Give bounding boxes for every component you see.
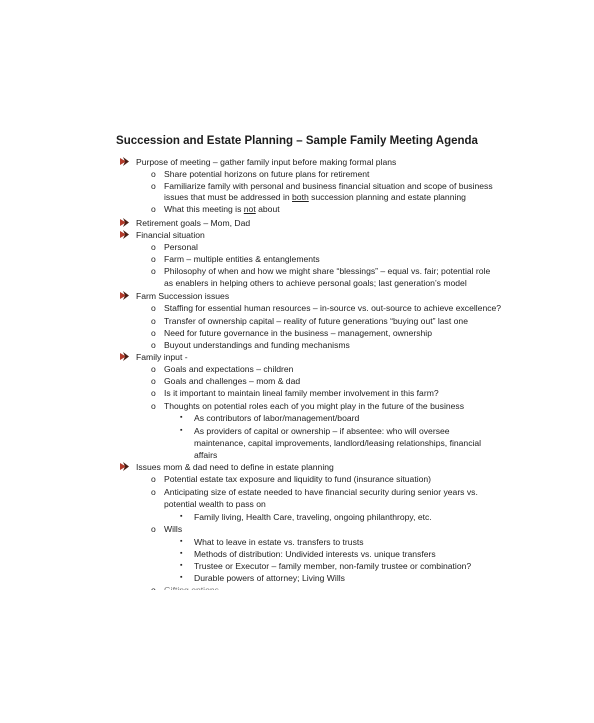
square-bullet-icon: ▪: [180, 550, 183, 557]
page-cutoff: [0, 590, 594, 608]
agenda-line: Thoughts on potential roles each of you might play in the future of the business: [164, 401, 465, 411]
circle-bullet-icon: o: [151, 204, 156, 214]
agenda-line: Retirement goals – Mom, Dad: [136, 218, 251, 228]
circle-bullet-icon: o: [151, 328, 156, 338]
agenda-line: Is it important to maintain lineal family member involvement in this farm?: [164, 388, 439, 398]
agenda-line: [164, 204, 280, 214]
line-text: issues that must be addressed in: [164, 192, 293, 202]
agenda-line: Farm Succession issues: [136, 291, 230, 301]
square-bullet-icon: ▪: [180, 513, 183, 520]
agenda-line: What to leave in estate vs. transfers to trusts: [194, 537, 364, 547]
circle-bullet-icon: o: [151, 303, 156, 313]
agenda-line: Share potential horizons on future plans for retirement: [164, 169, 370, 179]
square-bullet-icon: ▪: [180, 414, 183, 421]
agenda-line: Potential estate tax exposure and liquidity to fund (insurance situation): [164, 474, 432, 484]
square-bullet-icon: ▪: [180, 538, 183, 545]
circle-bullet-icon: o: [151, 487, 156, 497]
agenda-line: Farm – multiple entities & entanglements: [164, 254, 320, 264]
agenda-line: Goals and expectations – children: [164, 364, 294, 374]
agenda-line: Family living, Health Care, traveling, ongoing philanthropy, etc.: [194, 512, 432, 522]
agenda-line: Durable powers of attorney; Living Wills: [194, 573, 345, 583]
circle-bullet-icon: o: [151, 388, 156, 398]
agenda-line: maintenance, capital improvements, landlord/leasing relationships, financial: [194, 438, 482, 448]
agenda-line: [164, 192, 466, 202]
line-text: about: [255, 204, 280, 214]
agenda-line: Purpose of meeting – gather family input before making formal plans: [136, 157, 397, 167]
square-bullet-icon: ▪: [180, 562, 183, 569]
arrow-bullet-icon: [120, 157, 128, 167]
circle-bullet-icon: o: [151, 169, 156, 179]
square-bullet-icon: ▪: [180, 427, 183, 434]
circle-bullet-icon: o: [151, 364, 156, 374]
arrow-bullet-icon: [120, 218, 128, 228]
agenda-line: Transfer of ownership capital – reality of future generations “buying out” last one: [164, 316, 468, 326]
agenda-line: Need for future governance in the business – management, ownership: [164, 328, 433, 338]
agenda-line: Buyout understandings and funding mechanisms: [164, 340, 350, 350]
agenda-line: As providers of capital or ownership – if absentee: who will oversee: [194, 426, 450, 436]
agenda-line: Methods of distribution: Undivided interests vs. unique transfers: [194, 549, 436, 559]
circle-bullet-icon: o: [151, 254, 156, 264]
agenda-line: Issues mom & dad need to define in estate planning: [136, 462, 334, 472]
agenda-line: affairs: [194, 450, 218, 460]
agenda-line: Staffing for essential human resources – in-source vs. out-source to achieve excellence?: [164, 303, 502, 313]
agenda-line: Family input -: [136, 352, 188, 362]
arrow-bullet-icon: [120, 462, 128, 472]
line-text: What this meeting is: [164, 204, 244, 214]
agenda-line: Personal: [164, 242, 198, 252]
agenda-line: Wills: [164, 524, 183, 534]
agenda-line: potential wealth to pass on: [164, 499, 266, 509]
agenda-line: as enablers in helping others to achieve personal goals; last generation’s model: [164, 278, 467, 288]
page-title: Succession and Estate Planning – Sample Family Meeting Agenda: [116, 135, 478, 147]
agenda-line: As contributors of labor/management/board: [194, 413, 360, 423]
circle-bullet-icon: o: [151, 181, 156, 191]
square-bullet-icon: ▪: [180, 574, 183, 581]
agenda-line: Financial situation: [136, 230, 205, 240]
agenda-line: Familiarize family with personal and business financial situation and scope of business: [164, 181, 493, 191]
circle-bullet-icon: o: [151, 242, 156, 252]
circle-bullet-icon: o: [151, 376, 156, 386]
circle-bullet-icon: o: [151, 401, 156, 411]
arrow-bullet-icon: [120, 352, 128, 362]
underlined-word: both: [292, 192, 309, 202]
circle-bullet-icon: o: [151, 316, 156, 326]
arrow-bullet-icon: [120, 291, 128, 301]
agenda-line: Philosophy of when and how we might share “blessings” – equal vs. fair; potential role: [164, 266, 491, 276]
underlined-word: not: [243, 204, 256, 214]
circle-bullet-icon: o: [151, 474, 156, 484]
agenda-line: Goals and challenges – mom & dad: [164, 376, 301, 386]
circle-bullet-icon: o: [151, 266, 156, 276]
arrow-bullet-icon: [120, 230, 128, 240]
agenda-line: Anticipating size of estate needed to have financial security during senior years vs.: [164, 487, 478, 497]
line-text: succession planning and estate planning: [308, 192, 466, 202]
circle-bullet-icon: o: [151, 340, 156, 350]
agenda-line: Trustee or Executor – family member, non-family trustee or combination?: [194, 561, 472, 571]
circle-bullet-icon: o: [151, 524, 156, 534]
